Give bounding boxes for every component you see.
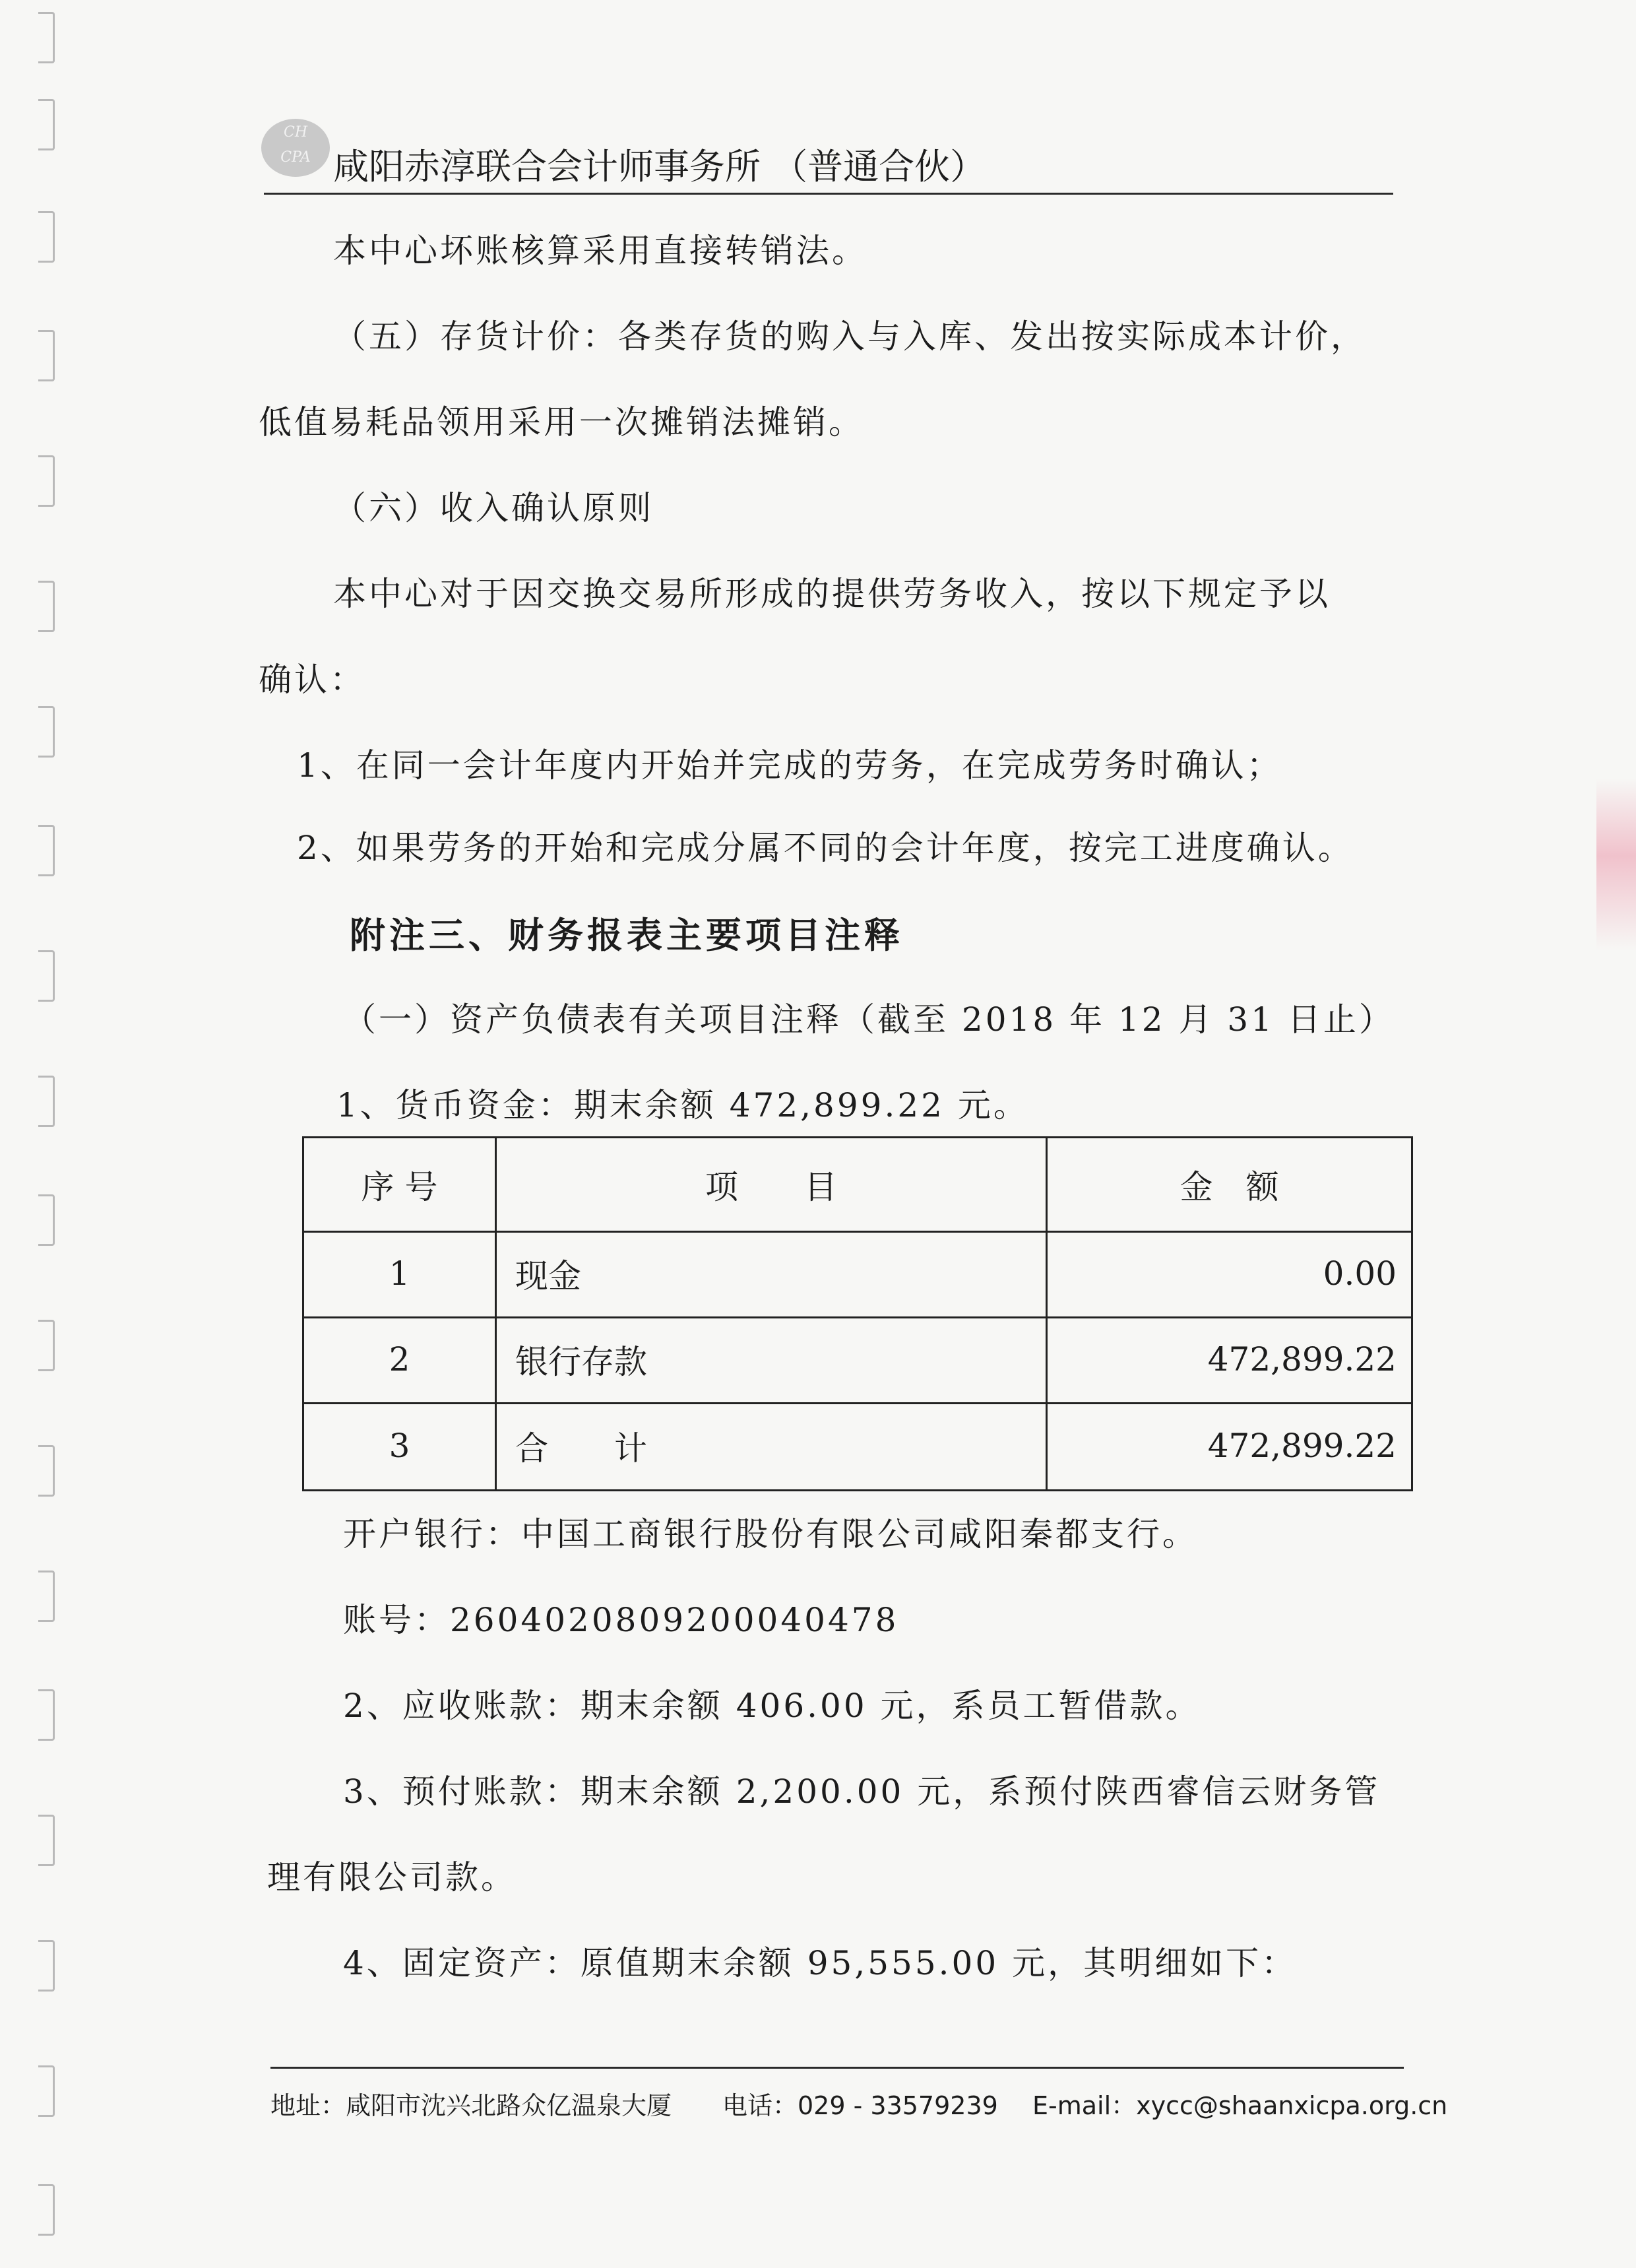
paragraph-cash: 1、货币资金：期末余额 472,899.22 元。	[336, 1086, 1029, 1124]
paragraph-revenue-heading: （六）收入确认原则	[333, 489, 654, 527]
paragraph-prepaid-1: 3、预付账款：期末余额 2,200.00 元，系预付陕西睿信云财务管	[343, 1772, 1381, 1811]
paragraph-rule-2: 2、如果劳务的开始和完成分属不同的会计年度，按完工进度确认。	[297, 829, 1354, 867]
paragraph-rule-1: 1、在同一会计年度内开始并完成的劳务，在完成劳务时确认；	[297, 746, 1282, 785]
paragraph-revenue-2: 确认：	[259, 661, 365, 699]
table-header-row	[304, 1138, 1411, 1233]
row-no: 2	[304, 1316, 497, 1402]
header-no: 序 号	[304, 1138, 497, 1231]
paragraph-account: 账号：2604020809200040478	[343, 1601, 899, 1639]
row-item: 合 计	[497, 1402, 1048, 1489]
table-row	[304, 1231, 1411, 1318]
table-row	[304, 1402, 1411, 1489]
row-no: 1	[304, 1231, 497, 1316]
paragraph-inventory-2: 低值易耗品领用采用一次摊销法摊销。	[259, 403, 864, 441]
cash-table	[302, 1136, 1413, 1491]
header-rule	[264, 193, 1393, 195]
footer-phone: 电话：029 - 33579239	[722, 2091, 998, 2120]
firm-logo: CH CPA	[261, 119, 330, 177]
footer-email: E-mail：xycc@shaanxicpa.org.cn	[1032, 2091, 1448, 2120]
section-heading: 附注三、财务报表主要项目注释	[350, 915, 904, 956]
header-item: 项 目	[497, 1138, 1048, 1231]
paragraph-receivable: 2、应收账款：期末余额 406.00 元，系员工暂借款。	[343, 1687, 1201, 1725]
footer-rule	[270, 2067, 1404, 2069]
binding-holes	[0, 0, 79, 2268]
paragraph-inventory-1: （五）存货计价：各类存货的购入与入库、发出按实际成本计价，	[333, 317, 1366, 356]
row-amount: 472,899.22	[1207, 1340, 1397, 1378]
header-amount: 金 额	[1180, 1168, 1279, 1206]
stamp-edge	[1596, 779, 1636, 950]
table-row	[304, 1316, 1411, 1404]
paragraph-prepaid-2: 理有限公司款。	[267, 1858, 517, 1896]
paragraph-fixed-assets: 4、固定资产：原值期末余额 95,555.00 元，其明细如下：	[343, 1944, 1298, 1982]
footer-address: 地址：咸阳市沈兴北路众亿温泉大厦	[270, 2091, 672, 2120]
paragraph-revenue-1: 本中心对于因交换交易所形成的提供劳务收入，按以下规定予以	[333, 575, 1331, 613]
paragraph-bad-debt: 本中心坏账核算采用直接转销法。	[333, 232, 867, 270]
row-amount: 0.00	[1323, 1254, 1397, 1293]
paragraph-balance-sheet: （一）资产负债表有关项目注释（截至 2018 年 12 月 31 日止）	[343, 1000, 1395, 1039]
paragraph-bank: 开户银行：中国工商银行股份有限公司咸阳秦都支行。	[343, 1515, 1198, 1553]
row-no: 3	[304, 1402, 497, 1489]
row-item: 银行存款	[497, 1316, 1048, 1402]
row-amount: 472,899.22	[1207, 1427, 1397, 1465]
row-item: 现金	[497, 1231, 1048, 1316]
firm-name: 咸阳赤淳联合会计师事务所 （普通合伙）	[333, 146, 986, 187]
